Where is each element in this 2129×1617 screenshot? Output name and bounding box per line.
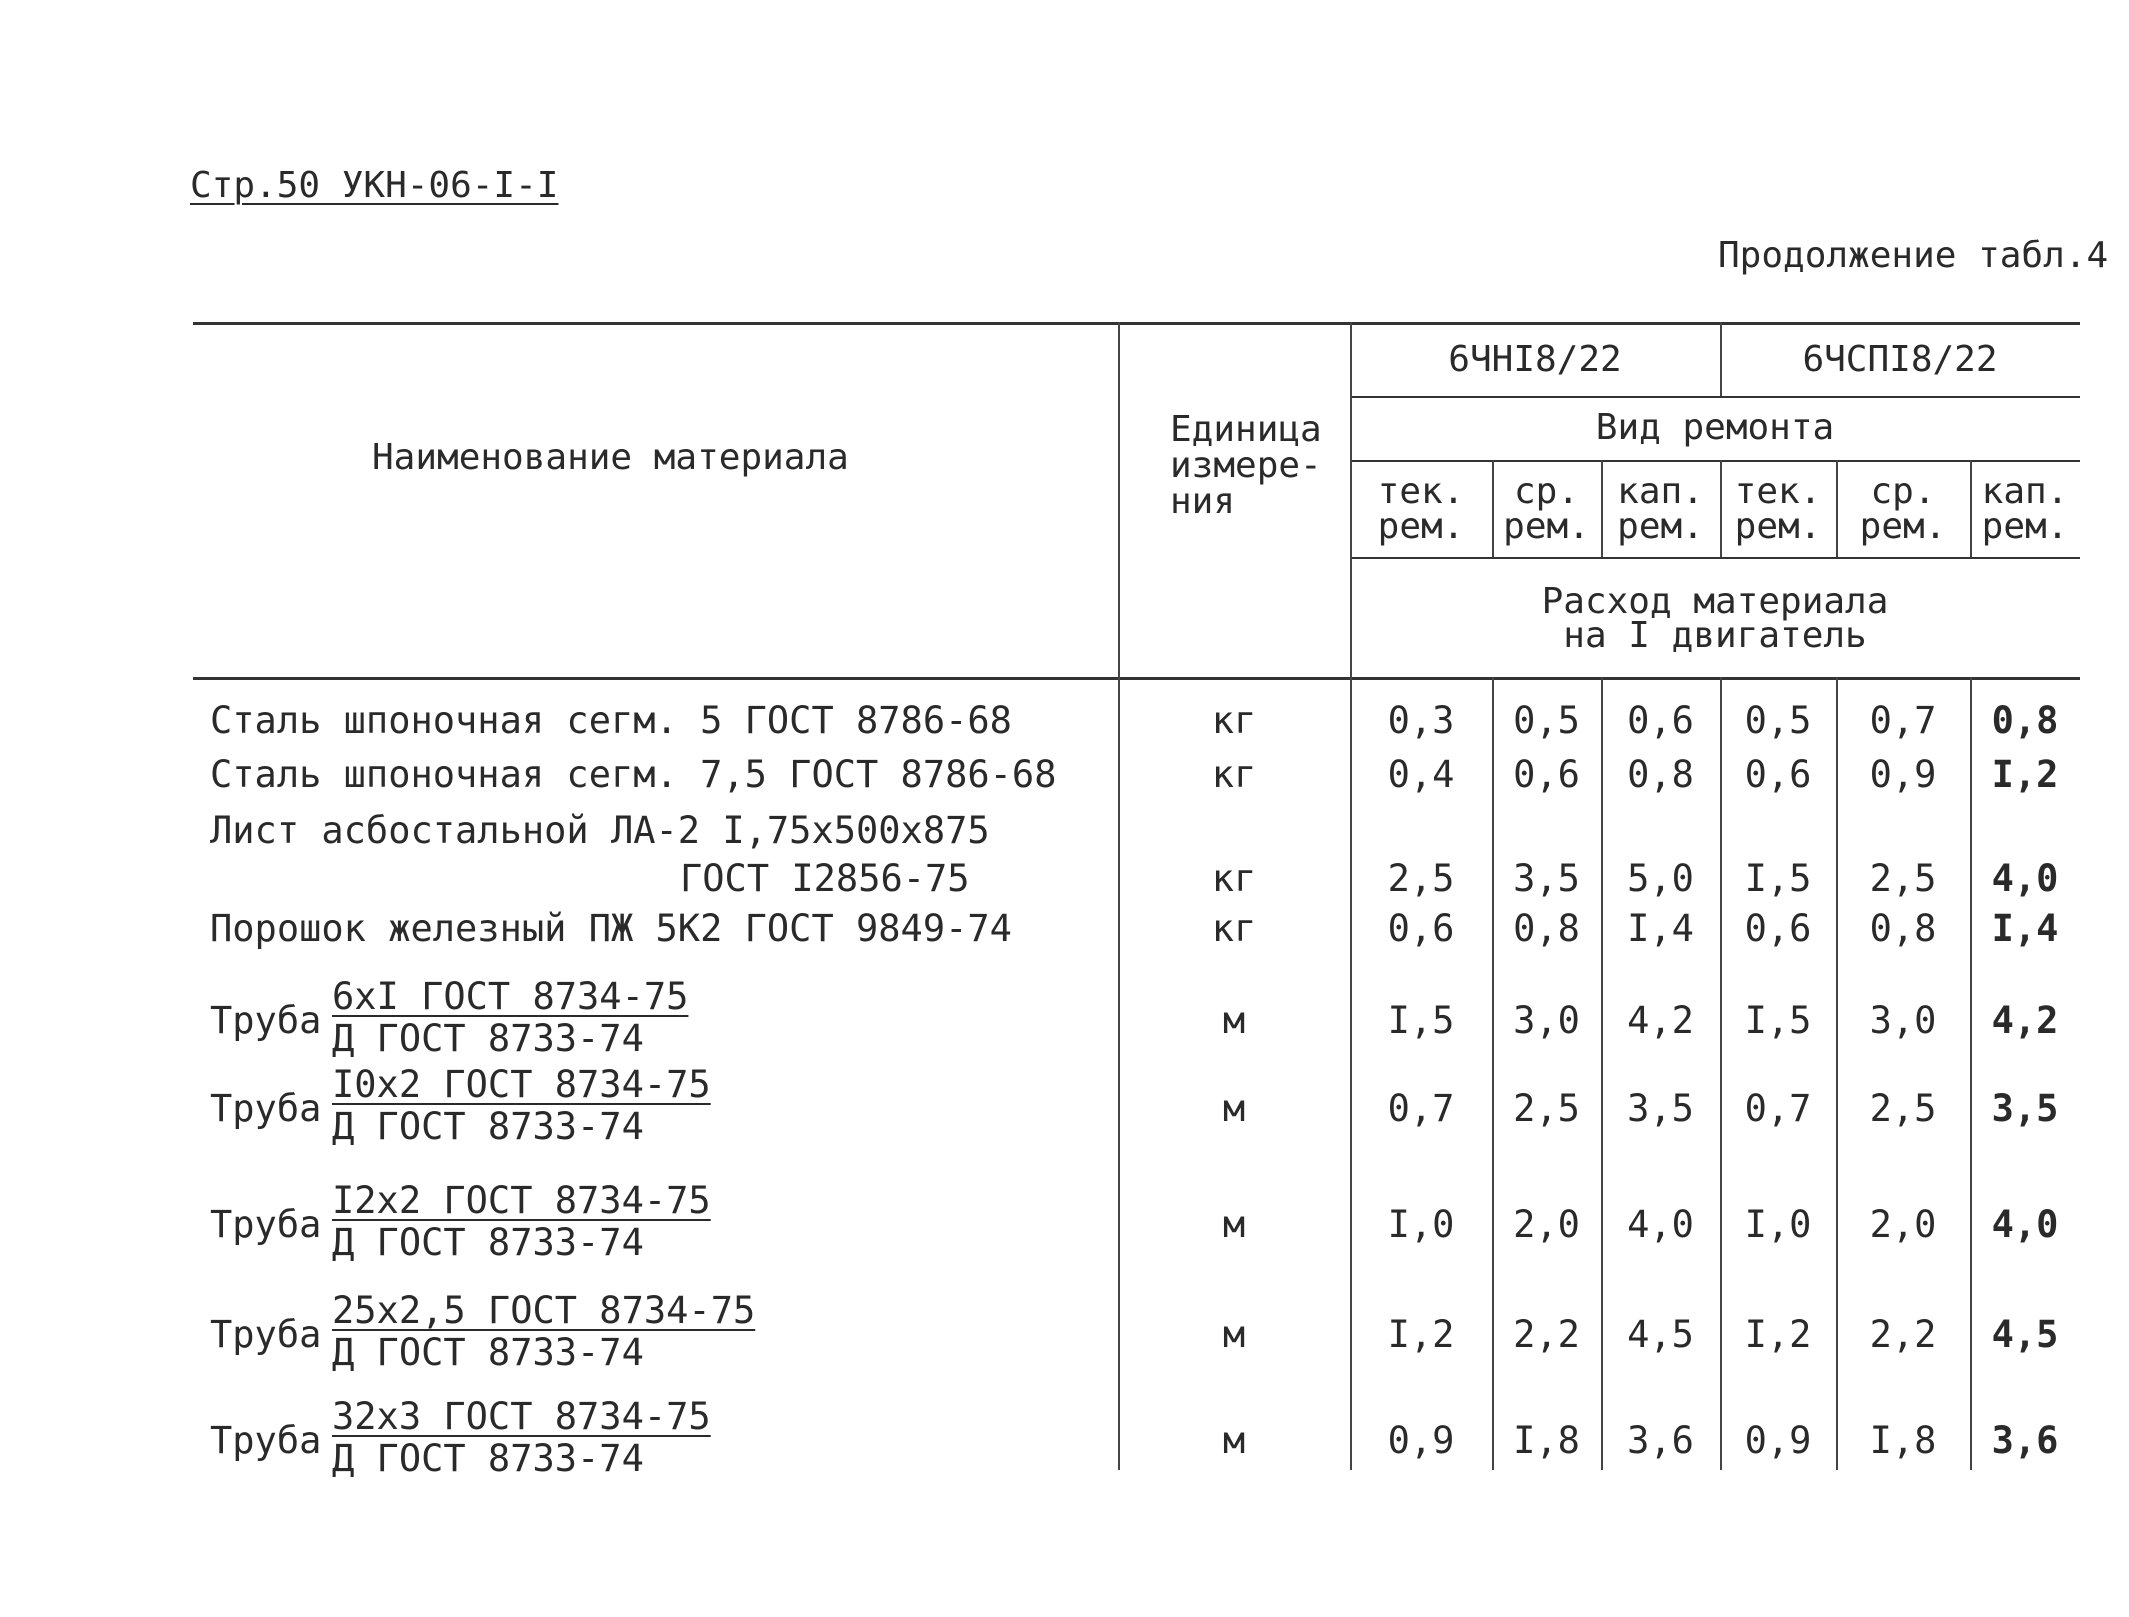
material-name-denominator: Д ГОСТ 8733-74 (332, 1017, 644, 1060)
value-cell-4: 0,5 (1744, 699, 1812, 742)
value-cell-3: 4,2 (1627, 999, 1694, 1042)
material-name-denominator: Д ГОСТ 8733-74 (332, 1331, 644, 1374)
material-name-numerator: 25x2,5 ГОСТ 8734-75 (332, 1289, 756, 1332)
value-cell-6: 4,0 (1991, 1203, 2059, 1246)
repair-col-header-5-line2: рем. (1859, 506, 1947, 547)
table-top-rule (193, 322, 2080, 325)
value-cell-2: 0,5 (1513, 699, 1580, 742)
value-cell-3: I,4 (1627, 907, 1694, 950)
material-name-numerator: I2x2 ГОСТ 8734-75 (332, 1179, 711, 1222)
repair-col-header-4-line1: тек. (1734, 471, 1822, 512)
value-cell-6: 4,5 (1991, 1313, 2059, 1356)
repair-col-header-1-line2: рем. (1377, 506, 1465, 547)
unit-cell: м (1222, 1087, 1246, 1130)
value-cell-1: 2,5 (1387, 857, 1455, 900)
value-cell-6: I,4 (1991, 907, 2059, 950)
value-cell-3: 0,8 (1627, 753, 1694, 796)
repair-col-header-1-line1: тек. (1377, 471, 1465, 512)
value-cell-1: 0,7 (1387, 1087, 1455, 1130)
value-cell-2: 3,0 (1513, 999, 1580, 1042)
material-name-prefix: Труба (210, 1203, 322, 1246)
value-cell-3: 3,5 (1627, 1087, 1694, 1130)
value-cell-1: 0,4 (1387, 753, 1455, 796)
material-name-prefix: Труба (210, 1419, 322, 1462)
header-unit-line2: измере- (1170, 445, 1322, 486)
header-repair-type: Вид ремонта (1595, 407, 1835, 448)
value-cell-1: 0,6 (1387, 907, 1455, 950)
repair-cols-rule (1350, 557, 2080, 559)
unit-cell: кг (1211, 753, 1257, 796)
value-cell-4: 0,6 (1744, 907, 1812, 950)
header-bottom-rule (193, 677, 2080, 680)
unit-cell: кг (1211, 699, 1257, 742)
value-cell-1: I,0 (1387, 1203, 1455, 1246)
value-cell-5: 0,9 (1869, 753, 1937, 796)
material-name-prefix: Труба (210, 1313, 322, 1356)
value-cell-3: 4,0 (1627, 1203, 1694, 1246)
repair-col-header-5-line1: ср. (1870, 471, 1936, 512)
value-cell-1: 0,3 (1387, 699, 1455, 742)
value-cell-6: 4,2 (1991, 999, 2059, 1042)
unit-cell: м (1222, 999, 1246, 1042)
value-cell-6: I,2 (1991, 753, 2059, 796)
material-name-denominator: Д ГОСТ 8733-74 (332, 1437, 644, 1480)
value-cell-4: 0,6 (1744, 753, 1812, 796)
material-name: Порошок железный ПЖ 5К2 ГОСТ 9849-74 (210, 907, 1012, 950)
value-cell-4: I,5 (1744, 999, 1812, 1042)
unit-cell: кг (1211, 857, 1257, 900)
header-unit-line1: Единица (1170, 409, 1322, 450)
material-name-prefix: Труба (210, 999, 322, 1042)
unit-cell: кг (1211, 907, 1257, 950)
header-unit-line3: ния (1170, 481, 1236, 522)
material-name-denominator: Д ГОСТ 8733-74 (332, 1105, 644, 1148)
table-continuation-label: Продолжение табл.4 (1718, 235, 2109, 276)
repair-col-header-2-line2: рем. (1503, 506, 1590, 547)
repair-col-header-6-line2: рем. (1981, 506, 2069, 547)
value-cell-5: 2,5 (1869, 857, 1937, 900)
material-name: Сталь шпоночная сегм. 7,5 ГОСТ 8786-68 (210, 753, 1057, 796)
unit-cell: м (1222, 1203, 1246, 1246)
value-cell-1: I,5 (1387, 999, 1455, 1042)
value-cell-4: 0,9 (1744, 1419, 1812, 1462)
header-engine-6chn: 6ЧНI8/22 (1448, 339, 1622, 380)
value-cell-4: I,0 (1744, 1203, 1812, 1246)
repair-col-header-6-line1: кап. (1981, 471, 2069, 512)
engine-header-rule (1350, 396, 2080, 398)
page-reference: Стр.50 УКН-06-I-I (190, 165, 559, 206)
material-name-numerator: 32x3 ГОСТ 8734-75 (332, 1395, 711, 1438)
header-consumption-line1: Расход материала (1541, 581, 1889, 622)
value-cell-3: 3,6 (1627, 1419, 1694, 1462)
material-name-denominator: Д ГОСТ 8733-74 (332, 1221, 644, 1264)
value-cell-3: 5,0 (1627, 857, 1694, 900)
value-cell-5: 0,8 (1869, 907, 1937, 950)
value-cell-1: 0,9 (1387, 1419, 1455, 1462)
value-cell-2: 2,5 (1513, 1087, 1580, 1130)
repair-col-header-3-line1: кап. (1617, 471, 1704, 512)
header-engine-6chsp: 6ЧСПI8/22 (1802, 339, 1998, 380)
material-name-numerator: I0x2 ГОСТ 8734-75 (332, 1063, 711, 1106)
value-cell-3: 0,6 (1627, 699, 1694, 742)
repair-col-header-2-line1: ср. (1513, 471, 1580, 512)
unit-cell: м (1222, 1419, 1246, 1462)
value-cell-5: 3,0 (1869, 999, 1937, 1042)
value-cell-5: 0,7 (1869, 699, 1937, 742)
value-cell-5: 2,0 (1869, 1203, 1937, 1246)
repair-col-header-3-line2: рем. (1617, 506, 1704, 547)
value-cell-4: I,2 (1744, 1313, 1812, 1356)
material-name: Лист асбостальной ЛА-2 I,75x500x875 (210, 809, 990, 852)
material-name: Сталь шпоночная сегм. 5 ГОСТ 8786-68 (210, 699, 1012, 742)
value-cell-6: 3,6 (1991, 1419, 2059, 1462)
value-cell-4: 0,7 (1744, 1087, 1812, 1130)
header-material-name: Наименование материала (372, 437, 849, 478)
value-cell-2: 0,6 (1513, 753, 1580, 796)
value-cell-2: 0,8 (1513, 907, 1580, 950)
value-cell-2: 3,5 (1513, 857, 1580, 900)
material-name-prefix: Труба (210, 1087, 322, 1130)
value-cell-5: 2,5 (1869, 1087, 1937, 1130)
material-name-numerator: 6xI ГОСТ 8734-75 (332, 975, 689, 1018)
value-cell-6: 0,8 (1991, 699, 2059, 742)
value-cell-1: I,2 (1387, 1313, 1455, 1356)
value-cell-6: 3,5 (1991, 1087, 2059, 1130)
value-cell-4: I,5 (1744, 857, 1812, 900)
value-cell-2: I,8 (1513, 1419, 1580, 1462)
value-cell-5: I,8 (1869, 1419, 1937, 1462)
value-cell-2: 2,0 (1513, 1203, 1580, 1246)
value-cell-6: 4,0 (1991, 857, 2059, 900)
value-cell-3: 4,5 (1627, 1313, 1694, 1356)
unit-cell: м (1222, 1313, 1246, 1356)
value-cell-5: 2,2 (1869, 1313, 1937, 1356)
repair-col-header-4-line2: рем. (1734, 506, 1822, 547)
header-consumption-line2: на I двигатель (1563, 615, 1867, 656)
value-cell-2: 2,2 (1513, 1313, 1580, 1356)
material-name-continued: ГОСТ I2856-75 (680, 857, 970, 900)
